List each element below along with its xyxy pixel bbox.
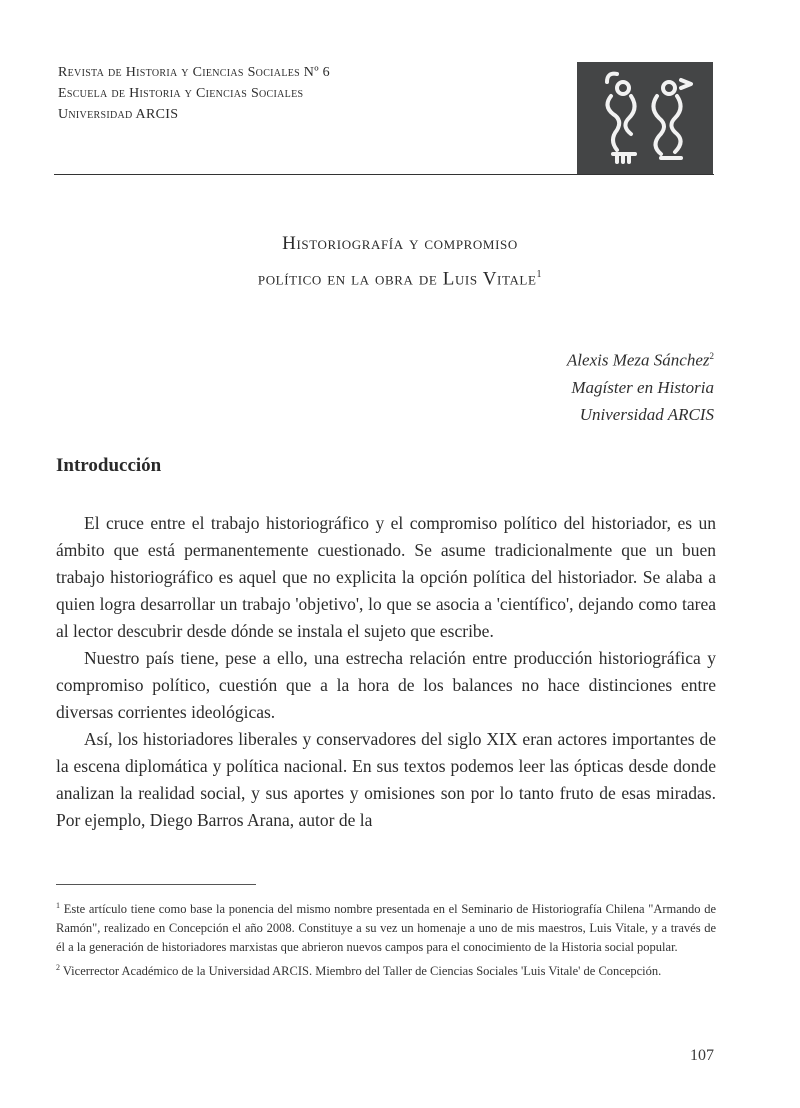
running-header <box>58 62 528 125</box>
author-affiliation: Universidad ARCIS <box>579 404 714 424</box>
author-degree: Magíster en Historia <box>571 377 714 397</box>
article-title-line-2-text: político en la obra de Luis Vitale <box>257 268 537 290</box>
journal-name: Revista de Historia y Ciencias Sociales Nº 6 <box>58 65 330 80</box>
article-body <box>56 510 716 834</box>
bird-emblem-icon <box>577 62 713 174</box>
author-footnote-ref[interactable]: 2 <box>709 351 714 361</box>
article-title-line-2 <box>120 259 680 294</box>
footnote-rule <box>56 884 256 885</box>
author-name-line <box>414 343 714 374</box>
header-rule <box>54 174 714 175</box>
school-name: Escuela de Historia y Ciencias Sociales <box>58 86 304 101</box>
body-paragraph-1: El cruce entre el trabajo historiográfico y el compromiso político del historiador, es un ámbito que está permanentemente cuestionado. Se asume tradicionalmente que un buen trabajo historiográfico es aquel que no explicita la opción política del historiador. Se alaba a quien logra desarrollar un trabajo 'objetivo', lo que se asocia a 'científico', dejando como tarea al lector descubrir desde dónde se instala el sujeto que escribe. <box>56 513 716 641</box>
footnotes <box>56 896 716 982</box>
footnote-2-text: Vicerrector Académico de la Universidad ARCIS. Miembro del Taller de Ciencias Sociales 'Luis Vitale' de Concepción. <box>62 964 662 979</box>
body-paragraph-3: Así, los historiadores liberales y conservadores del siglo XIX eran actores importantes de la escena diplomática y política nacional. En sus textos podemos leer las ópticas desde donde analizan la realidad social, y sus aportes y omisiones son por lo tanto fruto de esas miradas. Por ejemplo, Diego Barros Arana, autor de la <box>56 729 716 830</box>
author-block <box>414 343 714 428</box>
title-footnote-ref[interactable]: 1 <box>536 269 543 280</box>
page-number: 107 <box>690 1047 714 1064</box>
author-name: Alexis Meza Sánchez <box>566 350 710 370</box>
university-name: Universidad ARCIS <box>58 107 179 122</box>
footnote-1 <box>56 896 716 957</box>
section-heading: Introducción <box>56 455 162 476</box>
footnote-2-number: 2 <box>56 963 60 973</box>
footnote-1-text: Este artículo tiene como base la ponencia del mismo nombre presentada en el Seminario de Historiografía Chilena "Armando de Ramón", realizado en Concepción el año 2008. Constituye a su vez un homenaje a uno de mis maestros, Luis Vitale, y a través de él a la generación de historiadores marxistas que abrieron nuevos campos para el conocimiento de la Historia social popular. <box>56 902 717 955</box>
article-title <box>120 228 680 294</box>
footnote-1-number: 1 <box>56 901 60 910</box>
article-title-line-1: Historiografía y compromiso <box>282 233 518 254</box>
footnote-2 <box>56 958 716 981</box>
journal-logo <box>577 62 713 174</box>
body-paragraph-2: Nuestro país tiene, pese a ello, una estrecha relación entre producción historiográfica y compromiso político, cuestión que a la hora de los balances no hace distinciones entre diversas corrientes ideológicas. <box>56 648 716 722</box>
